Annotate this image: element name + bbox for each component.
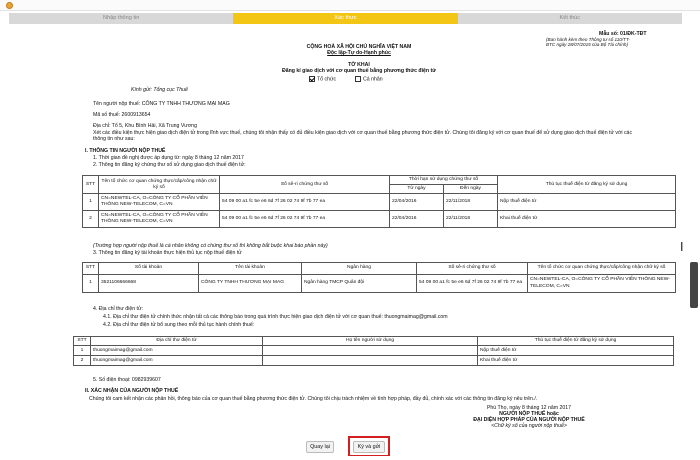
cert-header-stt: STT bbox=[83, 176, 99, 194]
cert-cell: 54 09 00 a1 fc 5e e6 6d 7f 26 02 74 9f 7b 77 ea bbox=[220, 211, 390, 228]
table-row bbox=[74, 346, 674, 356]
cert-header-serial: Số sê-ri chứng thư số bbox=[220, 176, 390, 194]
item5-phone: 5. Số điện thoại: 0982939607 bbox=[93, 377, 161, 383]
bank-header-bank: Ngân hàng bbox=[302, 263, 417, 275]
cert-cell: Nộp thuế điện tử bbox=[498, 194, 676, 211]
step-verify[interactable]: Xác thực bbox=[233, 13, 457, 24]
certificate-table bbox=[82, 175, 676, 228]
signature-role1: NGƯỜI NỘP THUẾ hoặc bbox=[499, 411, 559, 417]
intro-line2: thông tin như sau: bbox=[93, 136, 135, 142]
app-icon bbox=[6, 2, 13, 9]
section1-title: I. THÔNG TIN NGƯỜI NỘP THUẾ bbox=[85, 148, 166, 154]
form-number: Mẫu số: 01/ĐK-TĐT bbox=[599, 31, 647, 37]
taxpayer-mst: Mã số thuế: 2600913654 bbox=[93, 112, 151, 118]
bank-header-issuer: Tên tổ chức cơ quan chứng thực/cấp/công nhận chữ ký số bbox=[528, 263, 676, 275]
step-input[interactable]: Nhập thông tin bbox=[9, 13, 233, 24]
bank-header-stt: STT bbox=[83, 263, 99, 275]
email-header-user: Họ tên người sử dụng bbox=[263, 337, 478, 346]
cert-header-to: Đến ngày bbox=[444, 185, 498, 194]
sign-and-send-button[interactable]: Ký và gửi bbox=[353, 441, 385, 453]
form-subtitle: Đăng kí giao dịch với cơ quan thuế bằng phương thức điện tử bbox=[281, 68, 437, 74]
bank-header-account-name: Tên tài khoản bbox=[199, 263, 302, 275]
cert-cell: 22/04/2016 bbox=[390, 194, 444, 211]
email-cell bbox=[263, 356, 478, 366]
email-cell: Nộp thuế điện tử bbox=[478, 346, 674, 356]
bank-header-account-no: Số tài khoản bbox=[99, 263, 199, 275]
recipient: Kính gửi: Tổng cục Thuế bbox=[131, 87, 188, 93]
email-cell: thuongmaimag@gmail.com bbox=[91, 356, 263, 366]
form-issued-line1: (Ban hành kèm theo Thông tư số 110/TT- bbox=[546, 37, 630, 42]
back-button[interactable]: Quay lại bbox=[306, 441, 334, 453]
national-title: CỘNG HOÀ XÃ HỘI CHỦ NGHĨA VIỆT NAM bbox=[306, 44, 412, 50]
section1-item2: 2. Thông tin đăng ký chứng thư số sử dụng giao dịch thuế điện tử: bbox=[93, 162, 246, 168]
signature-note: <Chữ ký số của người nộp thuế> bbox=[491, 423, 567, 429]
email-table bbox=[73, 336, 674, 366]
signature-date: Phú Thọ, ngày 8 tháng 12 năm 2017 bbox=[486, 405, 572, 411]
bank-cell: Ngân hàng TMCP Quân đội bbox=[302, 275, 417, 293]
cert-cell: 22/11/2018 bbox=[444, 194, 498, 211]
email-header-procedure: Thủ tục thuế điện tử đăng ký sử dụng bbox=[478, 337, 674, 346]
option-organization[interactable] bbox=[309, 76, 336, 83]
bank-cell: CÔNG TY TNHH THƯƠNG MẠI MAG bbox=[199, 275, 302, 293]
option-individual-label: Cá nhân bbox=[363, 76, 383, 83]
note-individual: (Trường hợp người nộp thuế là cá nhân không có chứng thư số thì không bắt buộc khai báo phần này) bbox=[93, 243, 328, 249]
form-issued-line2: BTC ngày 28/07/2015 của Bộ Tài chính) bbox=[546, 42, 628, 47]
signature-role2: ĐẠI DIỆN HỢP PHÁP CỦA NGƯỜI NỘP THUẾ bbox=[473, 417, 585, 423]
table-row bbox=[83, 211, 676, 228]
cert-cell: CN=NEWTEL-CA, O=CÔNG TY CỔ PHẦN VIỄN THÔNG NEW-TELECOM, C=VN bbox=[99, 194, 220, 211]
cert-cell: 54 09 00 a1 fc 5e e6 6d 7f 26 02 74 9f 7b 77 ea bbox=[220, 194, 390, 211]
section2-commit: Chúng tôi cam kết nhận các phản hồi, thông báo của cơ quan thuế bằng phương thức điện tử. Chúng tôi chịu trách nhiệm về tính hợp pháp, đầy đủ, chính xác với các thông tin đăng ký nêu trên./. bbox=[89, 396, 538, 402]
email-cell: thuongmaimag@gmail.com bbox=[91, 346, 263, 356]
cert-header-from: Từ ngày bbox=[390, 185, 444, 194]
section2-title: II. XÁC NHẬN CỦA NGƯỜI NỘP THUẾ bbox=[85, 388, 179, 394]
email-header-stt: STT bbox=[74, 337, 91, 346]
email-cell: 1 bbox=[74, 346, 91, 356]
table-row bbox=[83, 275, 676, 293]
table-row bbox=[83, 194, 676, 211]
cert-cell: 2 bbox=[83, 211, 99, 228]
organization-checkbox[interactable] bbox=[309, 76, 315, 82]
bank-cell: 54 09 00 a1 fc 5e e6 6d 7f 26 02 74 9f 7b 77 ea bbox=[417, 275, 528, 293]
bank-cell: 1 bbox=[83, 275, 99, 293]
taxpayer-address: Địa chỉ: Tổ 5, Khu Bình Hải, Xã Trung Vương bbox=[93, 123, 197, 129]
cert-cell: 22/11/2018 bbox=[444, 211, 498, 228]
national-motto: Độc lập-Tự do-Hạnh phúc bbox=[327, 50, 391, 56]
item4-title: 4. Địa chỉ thư điện tử: bbox=[93, 306, 143, 312]
email-cell: 2 bbox=[74, 356, 91, 366]
declaration-document bbox=[9, 24, 682, 456]
bank-header-serial: Số sê-ri chứng thư số bbox=[417, 263, 528, 275]
bank-cell: 3521106666668 bbox=[99, 275, 199, 293]
item3-title: 3. Thông tin đăng ký tài khoản thực hiện thủ tục nộp thuế điện tử bbox=[93, 250, 242, 256]
wizard-steps bbox=[9, 13, 682, 24]
item4-sub2: 4.2. Địa chỉ thư điện tử bổ sung theo mỗi thủ tục hành chính thuế: bbox=[103, 322, 255, 328]
option-organization-label: Tổ chức bbox=[317, 76, 337, 83]
cert-cell: CN=NEWTEL-CA, O=CÔNG TY CỔ PHẦN VIỄN THÔNG NEW-TELECOM, C=VN bbox=[99, 211, 220, 228]
email-cell bbox=[263, 346, 478, 356]
item4-sub1: 4.1. Địa chỉ thư điện tử chính thức nhận tất cả các thông báo trong quá trình thực hiện giao dịch điện tử với cơ quan thuế: thuongmaimag@gmail.com bbox=[103, 314, 448, 320]
table-row bbox=[74, 356, 674, 366]
window-titlebar bbox=[0, 0, 700, 11]
email-cell: Khai thuế điện tử bbox=[478, 356, 674, 366]
step-finish[interactable]: Kết thúc bbox=[458, 13, 682, 24]
cert-cell: Khai thuế điện tử bbox=[498, 211, 676, 228]
cert-header-issuer: Tên tổ chức cơ quan chứng thực/cấp/công nhận chữ ký số bbox=[99, 176, 220, 194]
bank-account-table bbox=[82, 262, 676, 293]
email-header-address: Địa chỉ thư điện tử bbox=[91, 337, 263, 346]
cert-header-validity: Thời hạn sử dụng chứng thư số bbox=[390, 176, 498, 185]
form-title: TỜ KHAI bbox=[348, 62, 370, 68]
scrollbar-thumb[interactable] bbox=[690, 262, 698, 308]
cert-cell: 22/04/2016 bbox=[390, 211, 444, 228]
cert-header-procedure: Thủ tục thuế điện tử đăng ký sử dụng bbox=[498, 176, 676, 194]
section1-item1: 1. Thời gian đề nghị được áp dụng từ: ngày 8 tháng 12 năm 2017 bbox=[93, 155, 244, 161]
bank-cell: CN=NEWTEL-CA, O=CÔNG TY CỔ PHẦN VIỄN THÔNG NEW-TELECOM, C=VN bbox=[528, 275, 676, 293]
option-individual[interactable] bbox=[355, 76, 383, 83]
intro-line1: Xét các điều kiện thực hiện giao dịch điện tử trong lĩnh vực thuế, chúng tôi nhận thấy có đủ điều kiện giao dịch với cơ quan thuế bằng phương thức điện tử. Chúng tôi đăng ký với cơ quan thuế để sử dụng giao dịch thuế điện tử với các bbox=[93, 130, 633, 136]
taxpayer-name: Tên người nộp thuế: CÔNG TY TNHH THƯƠNG MẠI MAG bbox=[93, 101, 230, 107]
cert-cell: 1 bbox=[83, 194, 99, 211]
text-cursor-icon: I bbox=[680, 240, 684, 254]
individual-checkbox[interactable] bbox=[355, 76, 361, 82]
